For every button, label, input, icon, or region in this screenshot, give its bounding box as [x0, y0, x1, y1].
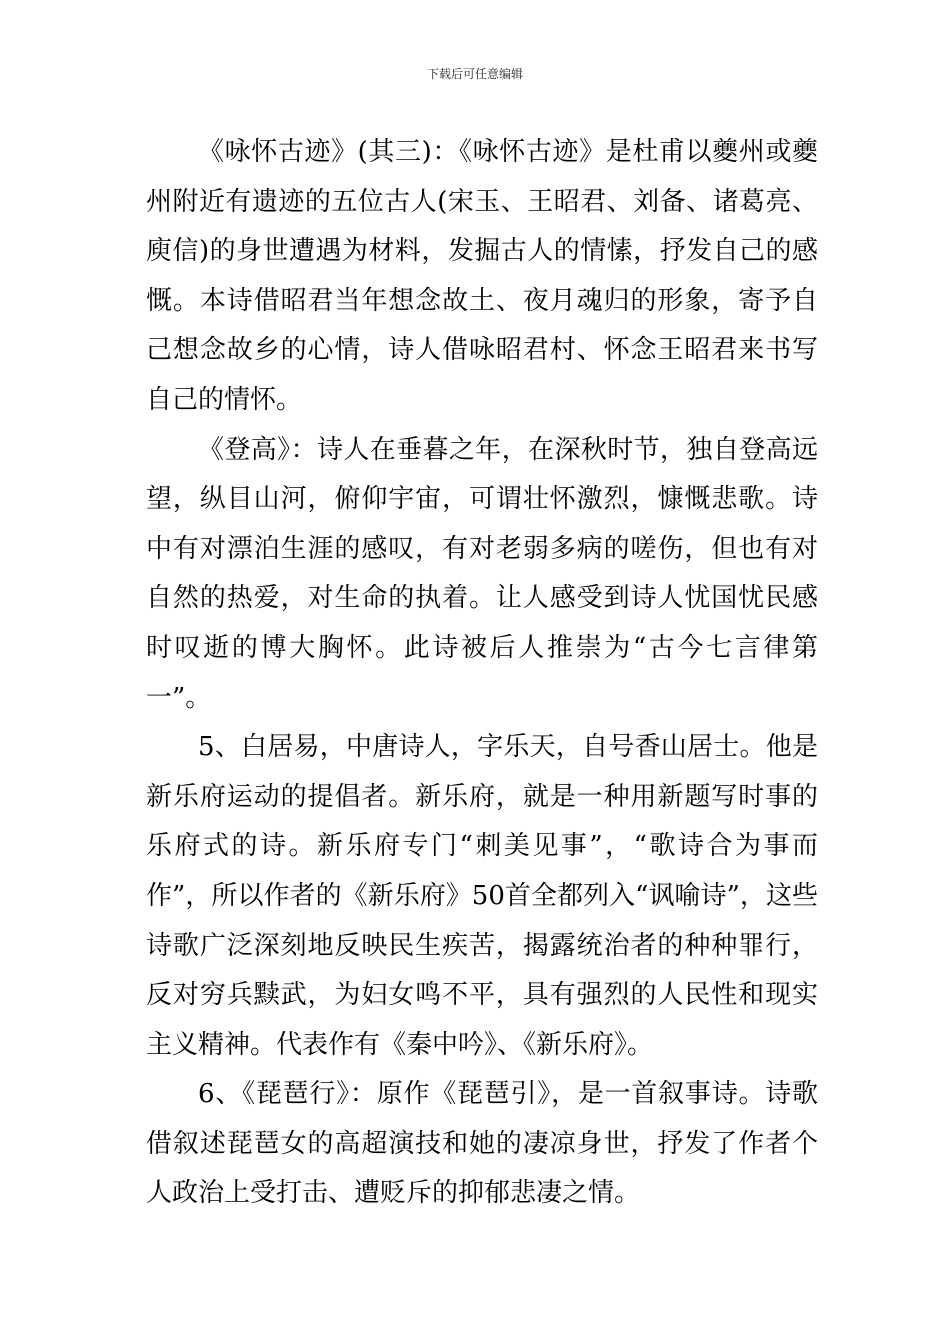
- document-body: [146, 128, 818, 1219]
- paragraph-pipa-xing: 6、《琵琶行》：原作《琵琶引》，是一首叙事诗。诗歌借叙述琵琶女的高超演技和她的凄凉身世，抒发了作者个人政治上受打击、遭贬斥的抑郁悲凄之情。: [146, 1079, 818, 1209]
- paragraph-denggao: 《登高》：诗人在垂暮之年，在深秋时节，独自登高远望，纵目山河，俯仰宇宙，可谓壮怀激烈，慷慨悲歌。诗中有对漂泊生涯的感叹，有对老弱多病的嗟伤，但也有对自然的热爱，对生命的执着。让人感受到诗人忧国忧民感时叹逝的博大胸怀。此诗被后人推崇为“古今七言律第一”。: [146, 434, 818, 713]
- paragraph-yonghuai-guji: 《咏怀古迹》(其三)：《咏怀古迹》是杜甫以夔州或夔州附近有遗迹的五位古人(宋玉、王昭君、刘备、诸葛亮、庾信)的身世遭遇为材料，发掘古人的情愫，抒发自己的感慨。本诗借昭君当年想念故土、夜月魂归的形象，寄予自己想念故乡的心情，诗人借咏昭君村、怀念王昭君来书写自己的情怀。: [146, 137, 818, 415]
- page-header: 下载后可任意编辑: [426, 67, 523, 81]
- paragraph-bai-juyi: 5、白居易，中唐诗人，字乐天，自号香山居士。他是新乐府运动的提倡者。新乐府，就是一种用新题写时事的乐府式的诗。新乐府专门“刺美见事”，“歌诗合为事而作”，所以作者的《新乐府》50首全都列入“讽喻诗”，这些诗歌广泛深刻地反映民生疾苦，揭露统治者的种种罪行，反对穷兵黩武，为妇女鸣不平，具有强烈的人民性和现实主义精神。代表作有《秦中吟》、《新乐府》。: [146, 732, 818, 1060]
